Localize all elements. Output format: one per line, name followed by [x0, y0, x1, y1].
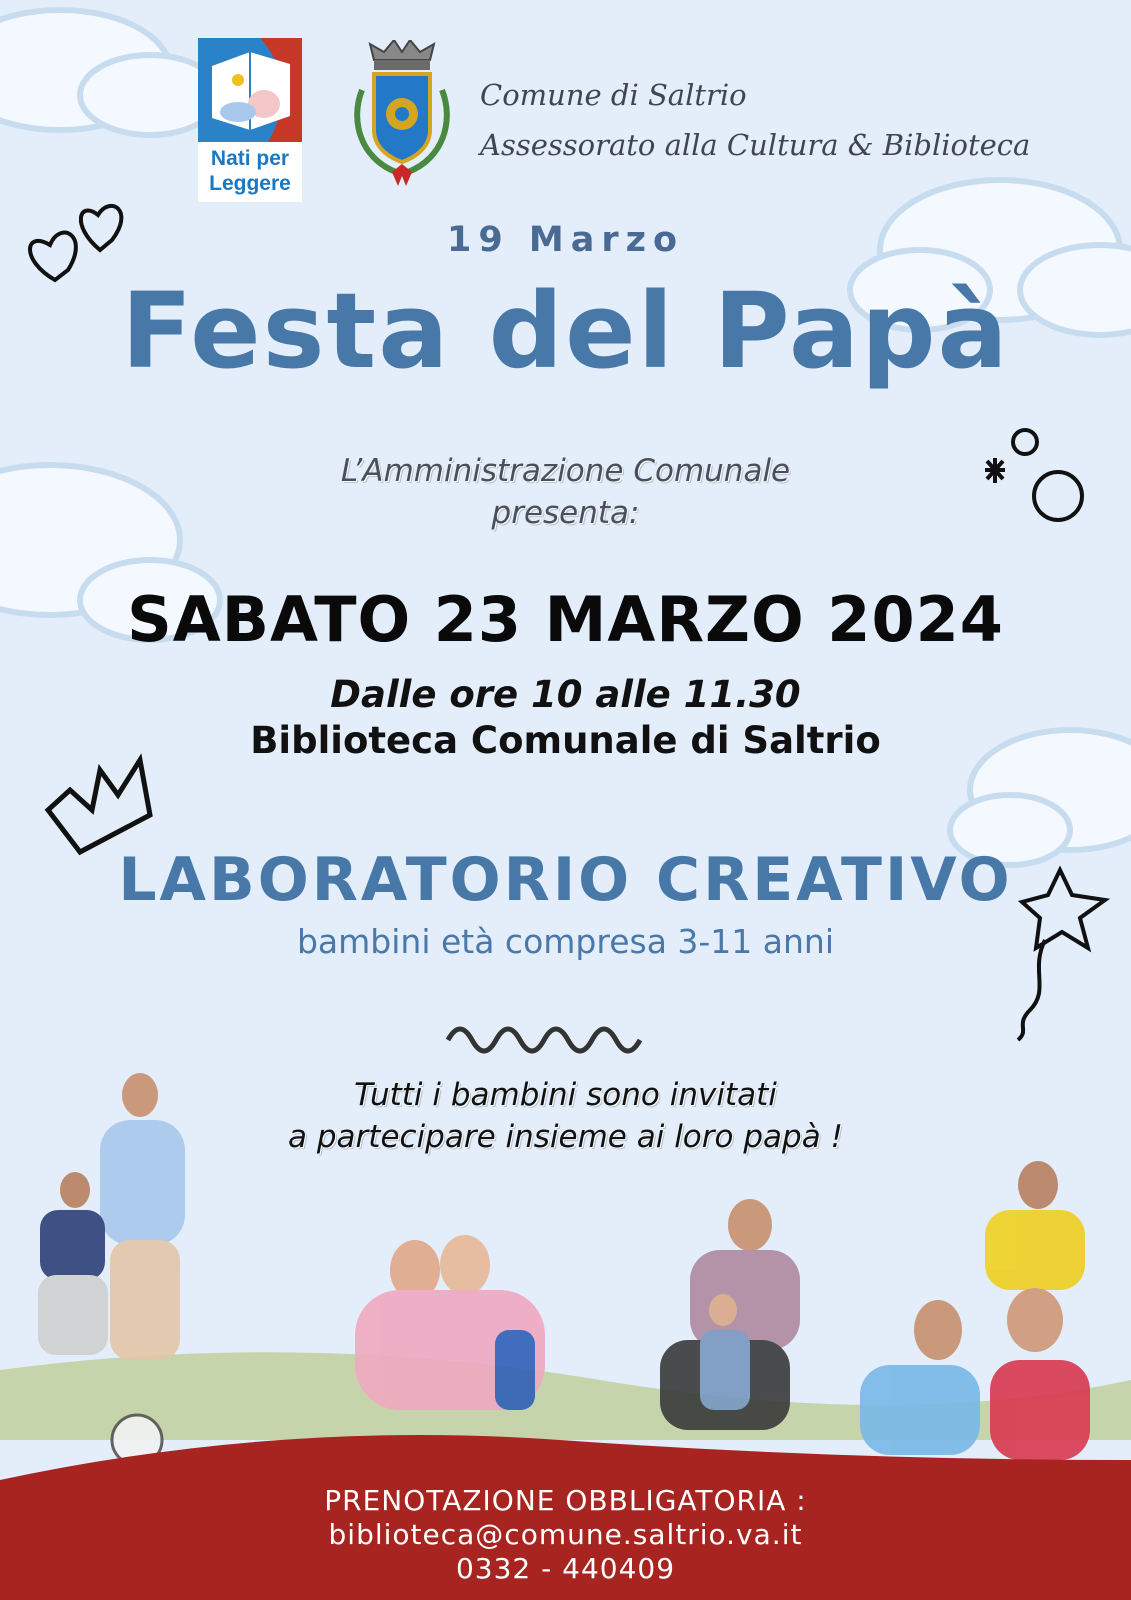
logo-text: Nati per Leggere — [209, 147, 291, 195]
crown-doodle — [48, 760, 150, 852]
event-date: SABATO 23 MARZO 2024 — [127, 583, 1004, 656]
invitation-line-1: Tutti i bambini sono invitati — [354, 1077, 777, 1113]
family-illustration-4 — [860, 1161, 1090, 1460]
presenter-line-1: L’Amministrazione Comunale — [340, 453, 791, 489]
reading-child-icon — [198, 38, 302, 142]
invitation — [0, 1074, 1131, 1158]
event-time-place — [0, 672, 1131, 764]
nati-per-leggere-logo — [198, 38, 302, 202]
booking-email[interactable]: biblioteca@comune.saltrio.va.it — [328, 1518, 803, 1551]
presenter — [0, 450, 1131, 534]
event-time: Dalle ore 10 alle 11.30 — [330, 673, 801, 716]
department-name: Assessorato alla Cultura & Biblioteca — [480, 128, 1031, 162]
cloud-top-left — [0, 10, 220, 135]
booking-label: PRENOTAZIONE OBBLIGATORIA : — [324, 1484, 807, 1517]
holiday-date: 19 Marzo — [446, 220, 684, 260]
squiggle-divider — [448, 1029, 640, 1051]
family-illustration-3 — [660, 1199, 800, 1430]
event-place: Biblioteca Comunale di Saltrio — [250, 719, 881, 762]
booking-phone[interactable]: 0332 - 440409 — [455, 1552, 676, 1585]
invitation-line-2: a partecipare insieme ai loro papà ! — [288, 1119, 843, 1155]
municipality-header — [480, 70, 1040, 170]
activity-audience: bambini età compresa 3-11 anni — [296, 922, 835, 961]
activity-title: LABORATORIO CREATIVO — [118, 845, 1013, 915]
presenter-line-2: presenta: — [491, 495, 640, 531]
family-illustration-2 — [355, 1235, 545, 1410]
municipality-name: Comune di Saltrio — [480, 78, 747, 112]
booking-info — [0, 1484, 1131, 1586]
municipal-crest-icon — [344, 40, 460, 190]
page-title: Festa del Papà — [121, 270, 1010, 392]
